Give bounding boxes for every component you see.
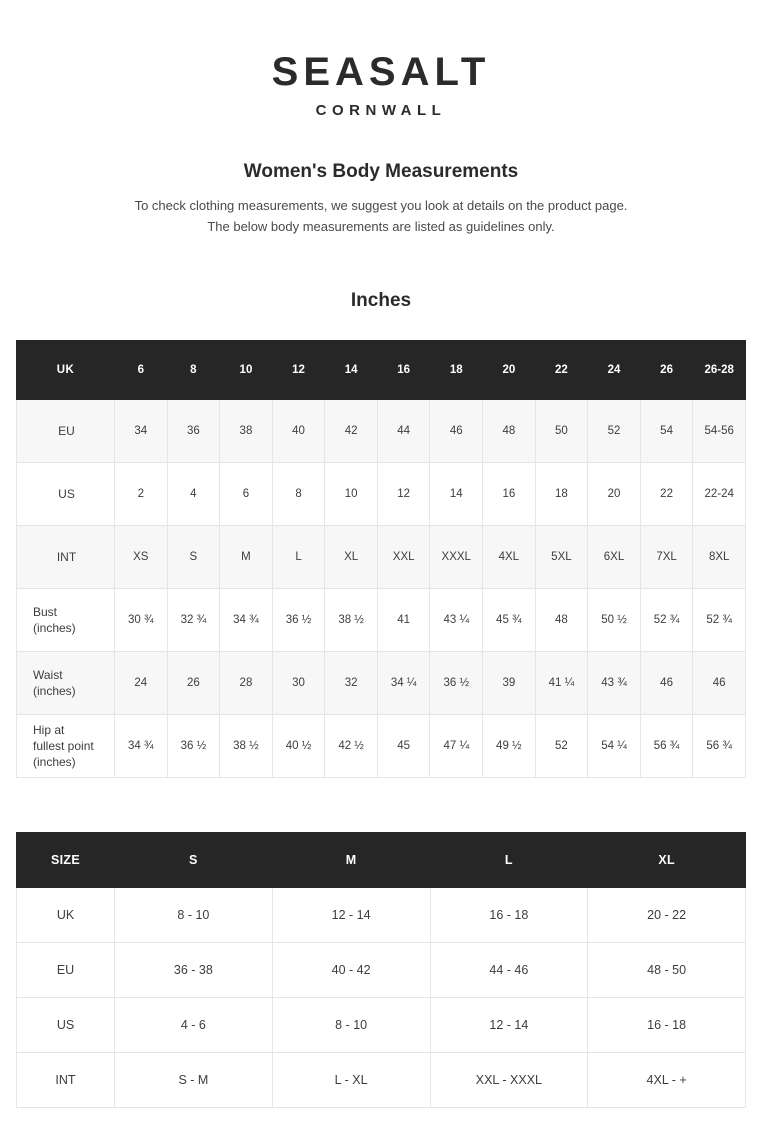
table-cell: 16 - 18	[588, 997, 746, 1052]
table-cell: 24	[115, 651, 168, 714]
table-cell: 10	[325, 462, 378, 525]
table-cell: 47 ¼	[430, 714, 483, 777]
table-cell: 48	[483, 399, 536, 462]
table-cell: 52 ¾	[640, 588, 693, 651]
table-cell: 30	[272, 651, 325, 714]
table-cell: 42 ½	[325, 714, 378, 777]
table-cell: 40	[272, 399, 325, 462]
table-cell: 16 - 18	[430, 887, 588, 942]
row-label: UK	[17, 887, 115, 942]
brand-subtitle: CORNWALL	[315, 102, 447, 119]
table-header-cell: 6	[115, 340, 168, 399]
table-header-cell: 16	[377, 340, 430, 399]
table-cell: 45 ¾	[483, 588, 536, 651]
table-row	[17, 651, 746, 714]
table-cell: 2	[115, 462, 168, 525]
table-row	[17, 399, 746, 462]
table-cell: 20	[588, 462, 641, 525]
row-label: Bust (inches)	[17, 588, 115, 651]
table-cell: 45	[377, 714, 430, 777]
table-cell: 54-56	[693, 399, 746, 462]
row-label: INT	[17, 1052, 115, 1107]
table-cell: 46	[693, 651, 746, 714]
table-row	[17, 588, 746, 651]
table-row	[17, 887, 746, 942]
table-header-row	[17, 340, 746, 399]
table-cell: 36 ½	[272, 588, 325, 651]
table-cell: 44 - 46	[430, 942, 588, 997]
table-cell: 38 ½	[325, 588, 378, 651]
table-cell: 8XL	[693, 525, 746, 588]
table-cell: 20 - 22	[588, 887, 746, 942]
table-row	[17, 997, 746, 1052]
table-header-cell: 26-28	[693, 340, 746, 399]
table-cell: 22-24	[693, 462, 746, 525]
table-cell: XL	[325, 525, 378, 588]
page-description-line-1: To check clothing measurements, we suggest you look at details on the product page.	[134, 198, 628, 213]
table-row	[17, 1052, 746, 1107]
table-cell: 46	[640, 651, 693, 714]
table-header-cell: M	[272, 832, 430, 887]
table-cell: 52 ¾	[693, 588, 746, 651]
table-cell: 36 ½	[167, 714, 220, 777]
unit-heading: Inches	[350, 289, 412, 311]
table-cell: 50 ½	[588, 588, 641, 651]
row-label: Waist (inches)	[17, 651, 115, 714]
table-cell: XS	[115, 525, 168, 588]
table-header-cell: 24	[588, 340, 641, 399]
table-cell: 28	[220, 651, 273, 714]
table-cell: 12 - 14	[430, 997, 588, 1052]
table-cell: 12	[377, 462, 430, 525]
table-cell: 48 - 50	[588, 942, 746, 997]
table-cell: 34 ¼	[377, 651, 430, 714]
row-label: Hip at fullest point (inches)	[17, 714, 115, 777]
conversion-table-container	[16, 832, 746, 1108]
table-cell: 36	[167, 399, 220, 462]
measurements-table-body	[17, 399, 746, 777]
table-cell: 4 - 6	[115, 997, 273, 1052]
table-cell: 56 ¾	[640, 714, 693, 777]
table-cell: M	[220, 525, 273, 588]
table-cell: 8 - 10	[272, 997, 430, 1052]
table-cell: 54	[640, 399, 693, 462]
table-header-cell: XL	[588, 832, 746, 887]
table-cell: 7XL	[640, 525, 693, 588]
row-label: US	[17, 997, 115, 1052]
table-cell: 34	[115, 399, 168, 462]
table-cell: 41	[377, 588, 430, 651]
table-cell: 40 ½	[272, 714, 325, 777]
table-cell: 36 - 38	[115, 942, 273, 997]
body-measurements-table	[16, 340, 746, 778]
table-header-cell: 18	[430, 340, 483, 399]
table-cell: S - M	[115, 1052, 273, 1107]
table-row	[17, 714, 746, 777]
table-cell: 32	[325, 651, 378, 714]
table-cell: 48	[535, 588, 588, 651]
table-header-cell: 10	[220, 340, 273, 399]
table-cell: 8	[272, 462, 325, 525]
table-cell: 46	[430, 399, 483, 462]
table-cell: 54 ¼	[588, 714, 641, 777]
table-cell: 5XL	[535, 525, 588, 588]
table-cell: XXXL	[430, 525, 483, 588]
table-cell: 4	[167, 462, 220, 525]
page-description	[16, 195, 746, 238]
table-header-cell: 20	[483, 340, 536, 399]
size-conversion-table	[16, 832, 746, 1108]
table-header-cell-uk: UK	[17, 340, 115, 399]
table-cell: 42	[325, 399, 378, 462]
table-header-row	[17, 832, 746, 887]
table-cell: 8 - 10	[115, 887, 273, 942]
row-label: EU	[17, 399, 115, 462]
brand-name: SEASALT	[271, 50, 491, 94]
page-title: Women's Body Measurements	[243, 161, 519, 182]
table-cell: XXL	[377, 525, 430, 588]
table-header-cell: L	[430, 832, 588, 887]
table-cell: 38 ½	[220, 714, 273, 777]
conversion-table-head	[17, 832, 746, 887]
table-cell: 18	[535, 462, 588, 525]
table-cell: 38	[220, 399, 273, 462]
table-cell: 40 - 42	[272, 942, 430, 997]
table-cell: 43 ¼	[430, 588, 483, 651]
brand-logo	[16, 50, 746, 119]
table-cell: 26	[167, 651, 220, 714]
measurements-table-container	[16, 340, 746, 778]
table-cell: 52	[535, 714, 588, 777]
row-label: EU	[17, 942, 115, 997]
table-header-cell: 22	[535, 340, 588, 399]
table-cell: XXL - XXXL	[430, 1052, 588, 1107]
table-cell: 34 ¾	[115, 714, 168, 777]
table-cell: 44	[377, 399, 430, 462]
table-cell: 49 ½	[483, 714, 536, 777]
table-cell: 6XL	[588, 525, 641, 588]
table-cell: 16	[483, 462, 536, 525]
row-label: INT	[17, 525, 115, 588]
conversion-table-body	[17, 887, 746, 1107]
table-cell: 12 - 14	[272, 887, 430, 942]
table-cell: S	[167, 525, 220, 588]
table-row	[17, 942, 746, 997]
page-description-line-2: The below body measurements are listed as guidelines only.	[207, 219, 555, 235]
table-row	[17, 525, 746, 588]
table-cell: 34 ¾	[220, 588, 273, 651]
table-header-cell-size: SIZE	[17, 832, 115, 887]
row-label: US	[17, 462, 115, 525]
table-cell: 41 ¼	[535, 651, 588, 714]
table-cell: 52	[588, 399, 641, 462]
table-cell: 39	[483, 651, 536, 714]
table-header-cell: S	[115, 832, 273, 887]
table-cell: 43 ¾	[588, 651, 641, 714]
table-cell: 56 ¾	[693, 714, 746, 777]
table-cell: 50	[535, 399, 588, 462]
table-cell: L - XL	[272, 1052, 430, 1107]
table-cell: 30 ¾	[115, 588, 168, 651]
table-header-cell: 12	[272, 340, 325, 399]
measurements-table-head	[17, 340, 746, 399]
table-cell: L	[272, 525, 325, 588]
table-cell: 6	[220, 462, 273, 525]
table-cell: 4XL	[483, 525, 536, 588]
table-cell: 4XL - +	[588, 1052, 746, 1107]
table-cell: 22	[640, 462, 693, 525]
table-header-cell: 8	[167, 340, 220, 399]
table-cell: 14	[430, 462, 483, 525]
table-header-cell: 14	[325, 340, 378, 399]
table-cell: 32 ¾	[167, 588, 220, 651]
table-cell: 36 ½	[430, 651, 483, 714]
table-header-cell: 26	[640, 340, 693, 399]
table-row	[17, 462, 746, 525]
